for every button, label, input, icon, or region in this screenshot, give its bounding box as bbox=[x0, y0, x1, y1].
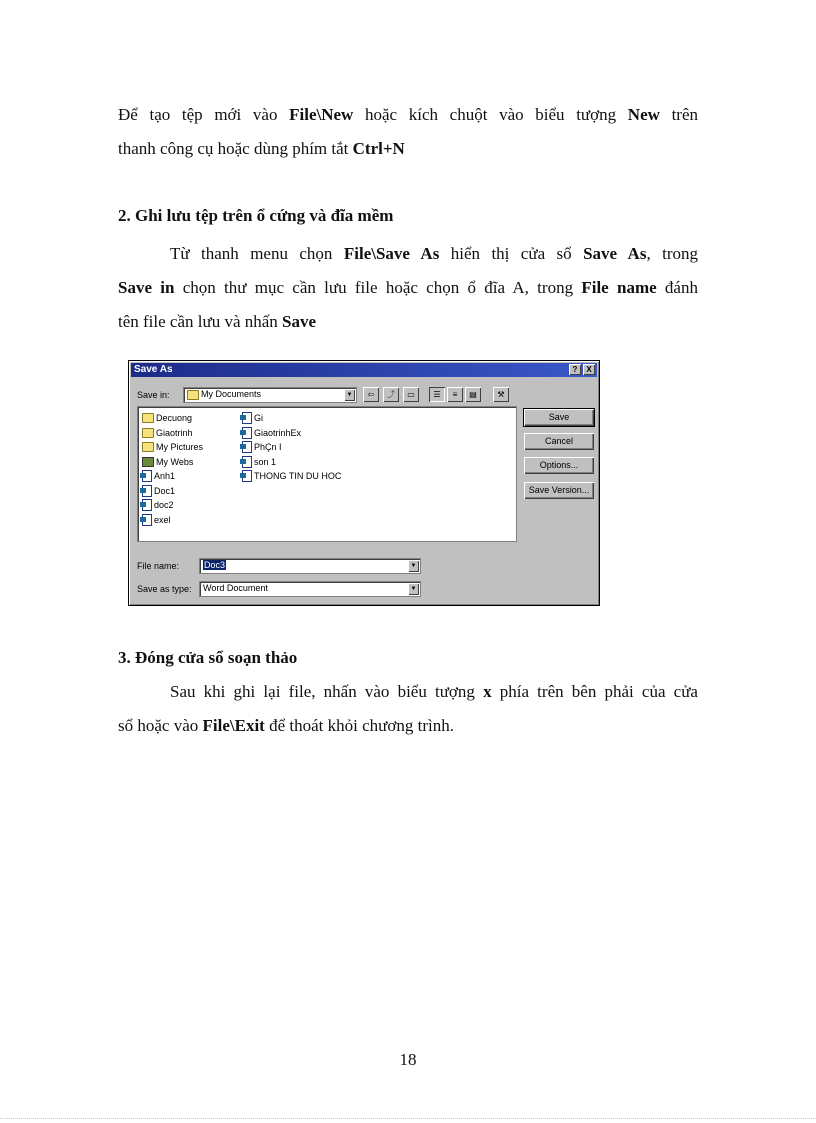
chevron-down-icon[interactable]: ▼ bbox=[408, 560, 419, 572]
list-item[interactable]: doc2 bbox=[142, 498, 203, 513]
section-2-line-3: tên file cần lưu và nhấn Save bbox=[118, 312, 317, 331]
section-2-heading: 2. Ghi lưu tệp trên ổ cứng và đĩa mềm bbox=[118, 206, 394, 225]
options-button[interactable]: Options... bbox=[524, 457, 594, 474]
file-name-label: File name: bbox=[137, 561, 180, 571]
save-in-label: Save in: bbox=[137, 390, 170, 400]
web-folder-icon bbox=[142, 457, 154, 467]
list-item[interactable]: My Webs bbox=[142, 455, 203, 470]
list-item[interactable]: My Pictures bbox=[142, 440, 203, 455]
preview-view-icon[interactable]: ▤ bbox=[465, 387, 481, 402]
word-document-icon bbox=[142, 514, 152, 526]
close-button[interactable]: X bbox=[583, 364, 595, 375]
section-3-line-2: sổ hoặc vào File\Exit để thoát khỏi chương trình. bbox=[118, 716, 454, 735]
list-view-icon[interactable]: ☰ bbox=[429, 387, 445, 402]
dialog-titlebar bbox=[131, 363, 597, 377]
file-list[interactable] bbox=[137, 406, 517, 542]
page-number: 18 bbox=[399, 1050, 417, 1069]
file-name-value: Doc3 bbox=[204, 560, 226, 570]
intro-line-1: Để tạo tệp mới vào File\New hoặc kích chuột vào biểu tượng New trên bbox=[118, 105, 698, 124]
file-name-input[interactable] bbox=[199, 558, 421, 574]
intro-line-2: thanh công cụ hoặc dùng phím tắt Ctrl+N bbox=[118, 139, 405, 158]
section-2-line-1: Từ thanh menu chọn File\Save As hiển thị cửa sổ Save As, trong bbox=[170, 244, 698, 263]
list-item[interactable]: Gi bbox=[242, 411, 341, 426]
back-icon[interactable]: ⇦ bbox=[363, 387, 379, 402]
word-document-icon bbox=[242, 441, 252, 453]
save-as-dialog bbox=[128, 360, 600, 606]
list-item[interactable]: son 1 bbox=[242, 455, 341, 470]
details-view-icon[interactable]: ≡ bbox=[447, 387, 463, 402]
list-item[interactable]: THONG TIN DU HOC bbox=[242, 469, 341, 484]
chevron-down-icon[interactable]: ▼ bbox=[344, 389, 355, 401]
word-document-icon bbox=[142, 485, 152, 497]
list-item[interactable]: Decuong bbox=[142, 411, 203, 426]
folder-icon bbox=[142, 413, 154, 423]
dialog-title: Save As bbox=[134, 364, 173, 375]
page-bottom-divider bbox=[0, 1118, 816, 1119]
list-item[interactable]: Doc1 bbox=[142, 484, 203, 499]
list-item[interactable]: Anh1 bbox=[142, 469, 203, 484]
save-in-value: My Documents bbox=[201, 389, 262, 399]
chevron-down-icon[interactable]: ▼ bbox=[408, 583, 419, 595]
file-column-1 bbox=[142, 411, 203, 527]
tools-icon[interactable]: ⚒ bbox=[493, 387, 509, 402]
word-document-icon bbox=[242, 412, 252, 424]
save-button[interactable]: Save bbox=[524, 409, 594, 426]
list-item[interactable]: exel bbox=[142, 513, 203, 528]
new-folder-icon[interactable]: ▭ bbox=[403, 387, 419, 402]
word-document-icon bbox=[242, 456, 252, 468]
list-item[interactable]: GiaotrinhEx bbox=[242, 426, 341, 441]
save-in-dropdown[interactable] bbox=[183, 387, 357, 403]
section-3-heading: 3. Đóng cửa sổ soạn thảo bbox=[118, 648, 298, 667]
folder-icon bbox=[142, 442, 154, 452]
section-2-line-2: Save in chọn thư mục cần lưu file hoặc chọn ổ đĩa A, trong File name đánh bbox=[118, 278, 698, 297]
save-version-button[interactable]: Save Version... bbox=[524, 482, 594, 499]
save-as-type-value: Word Document bbox=[203, 583, 268, 593]
save-as-type-label: Save as type: bbox=[137, 584, 192, 594]
list-item[interactable]: PhÇn I bbox=[242, 440, 341, 455]
save-as-type-dropdown[interactable] bbox=[199, 581, 421, 597]
file-column-2 bbox=[242, 411, 341, 484]
word-document-icon bbox=[142, 499, 152, 511]
word-document-icon bbox=[242, 470, 252, 482]
cancel-button[interactable]: Cancel bbox=[524, 433, 594, 450]
list-item[interactable]: Giaotrinh bbox=[142, 426, 203, 441]
folder-icon bbox=[187, 390, 199, 400]
word-document-icon bbox=[142, 470, 152, 482]
word-document-icon bbox=[242, 427, 252, 439]
section-3-line-1: Sau khi ghi lại file, nhấn vào biểu tượng x phía trên bên phải của cửa bbox=[170, 682, 698, 701]
help-button[interactable]: ? bbox=[569, 364, 581, 375]
up-one-level-icon[interactable]: ⤴ bbox=[383, 387, 399, 402]
folder-icon bbox=[142, 428, 154, 438]
